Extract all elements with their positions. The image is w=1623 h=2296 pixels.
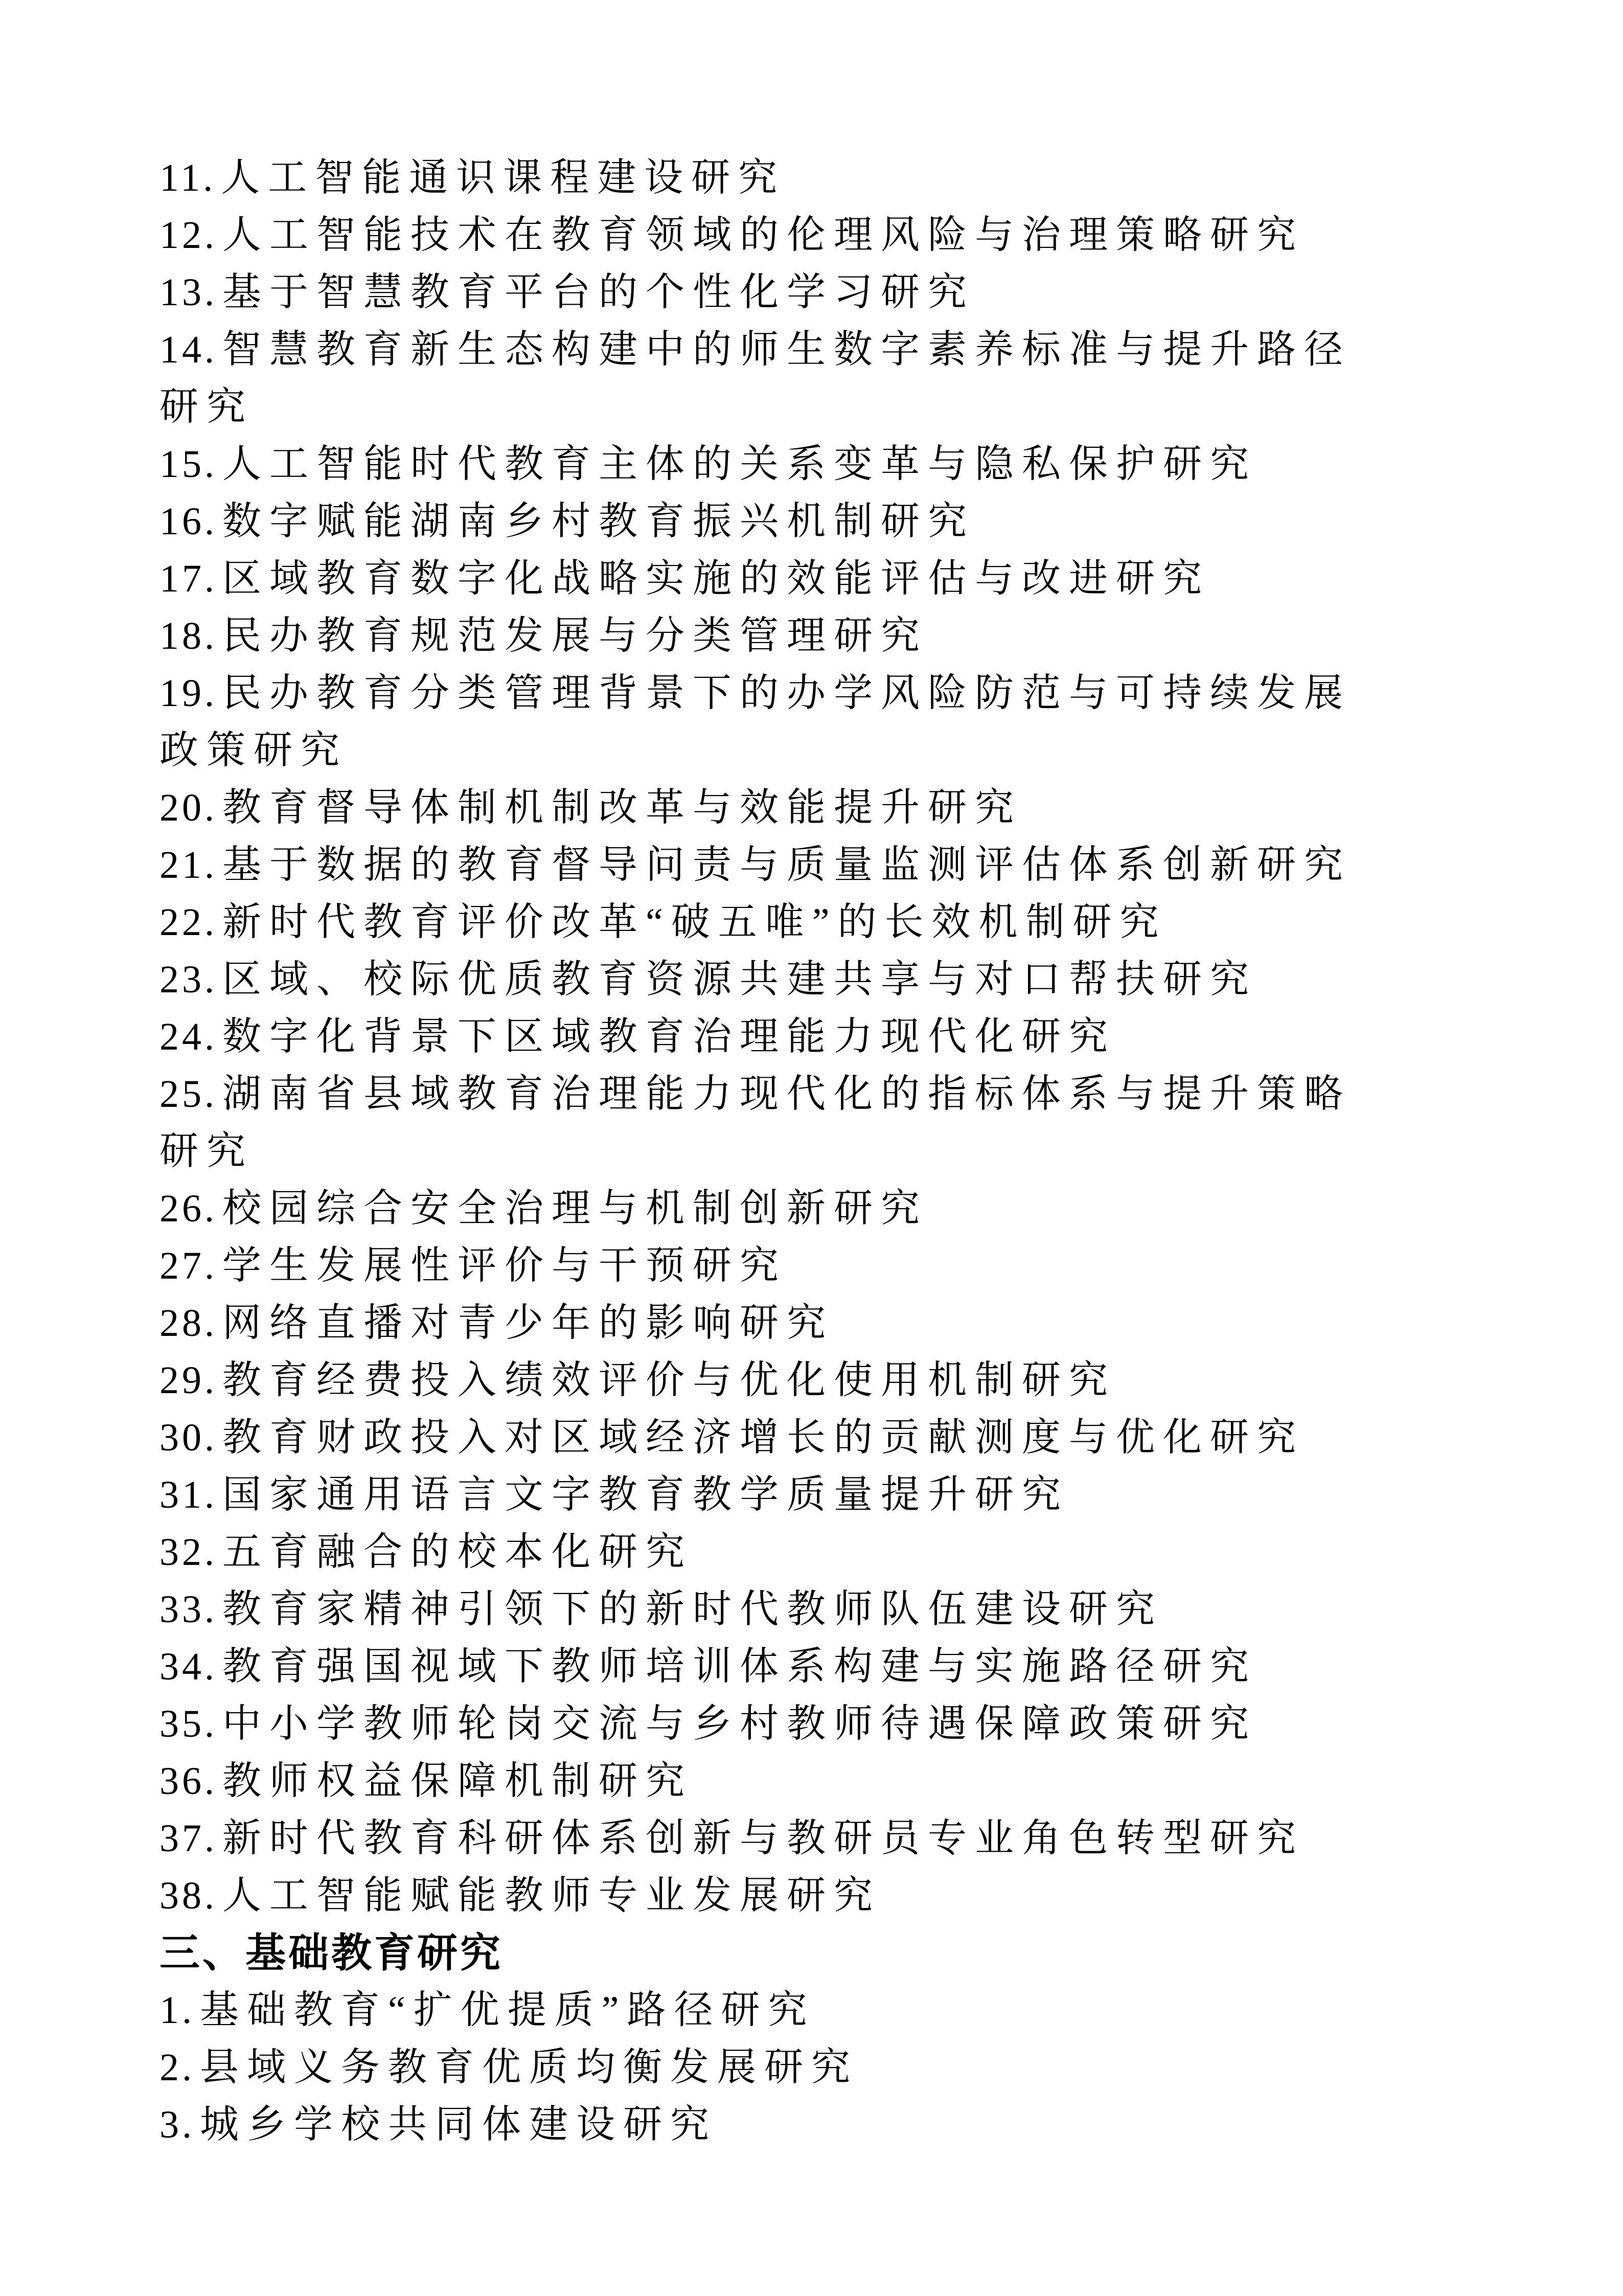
numbered-topic-list <box>159 149 1499 1924</box>
list-item <box>159 1466 1499 1524</box>
item-number: 19. <box>159 672 217 715</box>
item-number: 17. <box>159 557 217 600</box>
item-text: 校园综合安全治理与机制创新研究 <box>222 1187 928 1230</box>
item-number: 34. <box>159 1645 217 1688</box>
list-item-line <box>159 1352 1499 1409</box>
item-number: 20. <box>159 786 217 829</box>
item-number: 28. <box>159 1302 217 1345</box>
item-number: 36. <box>159 1760 217 1803</box>
list-item <box>159 951 1499 1008</box>
item-text: 五育融合的校本化研究 <box>222 1531 693 1574</box>
item-number: 1. <box>159 1989 195 2032</box>
list-item-line <box>159 321 1499 378</box>
item-text: 教育督导体制机制改革与效能提升研究 <box>222 786 1022 829</box>
list-item-line <box>159 207 1499 264</box>
list-item <box>159 1753 1499 1810</box>
item-number: 31. <box>159 1473 217 1516</box>
list-item-line <box>159 1810 1499 1867</box>
item-number: 24. <box>159 1015 217 1058</box>
item-text: 人工智能赋能教师专业发展研究 <box>222 1874 881 1917</box>
item-text: 城乡学校共同体建设研究 <box>200 2103 717 2146</box>
list-item-line <box>159 149 1499 207</box>
item-number: 25. <box>159 1073 217 1116</box>
item-text: 研究 <box>159 1130 254 1173</box>
basic-education-topic-list <box>159 1982 1499 2153</box>
list-item <box>159 1524 1499 1581</box>
list-item-line <box>159 665 1499 722</box>
item-text: 中小学教师轮岗交流与乡村教师待遇保障政策研究 <box>222 1702 1257 1745</box>
item-text: 新时代教育科研体系创新与教研员专业角色转型研究 <box>222 1817 1304 1860</box>
list-item-line <box>159 1638 1499 1695</box>
list-item <box>159 149 1499 207</box>
list-item <box>159 207 1499 264</box>
item-number: 35. <box>159 1702 217 1745</box>
item-number: 11. <box>159 156 216 199</box>
list-item-line <box>159 2096 1499 2153</box>
list-item <box>159 607 1499 665</box>
list-item <box>159 1810 1499 1867</box>
item-number: 18. <box>159 615 217 657</box>
item-number: 33. <box>159 1588 217 1631</box>
list-item-line <box>159 1409 1499 1466</box>
item-number: 37. <box>159 1817 217 1860</box>
list-item-line <box>159 1867 1499 1924</box>
list-item <box>159 1867 1499 1924</box>
list-item-line <box>159 264 1499 321</box>
item-text: 人工智能时代教育主体的关系变革与隐私保护研究 <box>222 443 1257 486</box>
item-number: 15. <box>159 443 217 486</box>
item-number: 2. <box>159 2046 195 2089</box>
item-text: 湖南省县域教育治理能力现代化的指标体系与提升策略 <box>222 1073 1351 1116</box>
list-item-line <box>159 493 1499 550</box>
item-text: 基于智慧教育平台的个性化学习研究 <box>222 271 975 314</box>
list-item <box>159 1008 1499 1065</box>
item-number: 38. <box>159 1874 217 1917</box>
list-item <box>159 1638 1499 1695</box>
list-item <box>159 836 1499 894</box>
list-item <box>159 264 1499 321</box>
list-item <box>159 550 1499 607</box>
item-number: 21. <box>159 844 217 886</box>
list-item <box>159 1581 1499 1638</box>
item-text: 网络直播对青少年的影响研究 <box>222 1302 834 1345</box>
section-heading-basic-education: 三、基础教育研究 <box>159 1930 503 1975</box>
list-item <box>159 2096 1499 2153</box>
list-item-line <box>159 1982 1499 2039</box>
list-item <box>159 1352 1499 1409</box>
list-item <box>159 321 1499 436</box>
list-item <box>159 1695 1499 1753</box>
document-content <box>159 149 1499 2153</box>
list-item <box>159 493 1499 550</box>
list-item-line <box>159 436 1499 493</box>
item-text: 县域义务教育优质均衡发展研究 <box>200 2046 858 2089</box>
item-number: 13. <box>159 271 217 314</box>
item-text: 基础教育“扩优提质”路径研究 <box>200 1989 815 2032</box>
item-number: 3. <box>159 2103 195 2146</box>
item-text: 国家通用语言文字教育教学质量提升研究 <box>222 1473 1069 1516</box>
item-text: 人工智能技术在教育领域的伦理风险与治理策略研究 <box>222 214 1304 257</box>
item-number: 32. <box>159 1531 217 1574</box>
item-text: 区域教育数字化战略实施的效能评估与改进研究 <box>222 557 1210 600</box>
list-item <box>159 779 1499 836</box>
list-item-line <box>159 1294 1499 1352</box>
item-number: 12. <box>159 214 217 257</box>
list-item-wrapped-line <box>159 378 1499 436</box>
item-text: 新时代教育评价改革“破五唯”的长效机制研究 <box>222 901 1167 944</box>
list-item-line <box>159 2039 1499 2096</box>
list-item <box>159 436 1499 493</box>
item-text: 教育经费投入绩效评价与优化使用机制研究 <box>222 1359 1116 1402</box>
item-text: 教育财政投入对区域经济增长的贡献测度与优化研究 <box>222 1416 1304 1459</box>
item-number: 22. <box>159 901 217 944</box>
item-text: 区域、校际优质教育资源共建共享与对口帮扶研究 <box>222 958 1257 1001</box>
item-text: 教师权益保障机制研究 <box>222 1760 693 1803</box>
list-item <box>159 1409 1499 1466</box>
list-item-line <box>159 1466 1499 1524</box>
list-item <box>159 1237 1499 1294</box>
item-text: 研究 <box>159 385 254 428</box>
item-text: 民办教育规范发展与分类管理研究 <box>222 615 928 657</box>
list-item-line <box>159 550 1499 607</box>
list-item <box>159 1065 1499 1180</box>
list-item-line <box>159 1237 1499 1294</box>
item-text: 基于数据的教育督导问责与质量监测评估体系创新研究 <box>222 844 1351 886</box>
item-number: 16. <box>159 500 217 543</box>
item-number: 26. <box>159 1187 217 1230</box>
list-item-line <box>159 951 1499 1008</box>
list-item-line <box>159 836 1499 894</box>
list-item <box>159 665 1499 779</box>
list-item-line <box>159 1008 1499 1065</box>
list-item-line <box>159 779 1499 836</box>
list-item-line <box>159 1524 1499 1581</box>
list-item-line <box>159 607 1499 665</box>
list-item-wrapped-line <box>159 722 1499 779</box>
list-item-line <box>159 1695 1499 1753</box>
item-text: 教育家精神引领下的新时代教师队伍建设研究 <box>222 1588 1163 1631</box>
list-item <box>159 1180 1499 1237</box>
list-item-wrapped-line <box>159 1123 1499 1180</box>
item-number: 23. <box>159 958 217 1001</box>
list-item <box>159 894 1499 951</box>
list-item <box>159 2039 1499 2096</box>
item-text: 民办教育分类管理背景下的办学风险防范与可持续发展 <box>222 672 1351 715</box>
item-text: 政策研究 <box>159 729 348 772</box>
item-text: 智慧教育新生态构建中的师生数字素养标准与提升路径 <box>222 328 1351 371</box>
item-text: 学生发展性评价与干预研究 <box>222 1244 787 1287</box>
item-text: 教育强国视域下教师培训体系构建与实施路径研究 <box>222 1645 1257 1688</box>
list-item <box>159 1982 1499 2039</box>
item-text: 数字化背景下区域教育治理能力现代化研究 <box>222 1015 1116 1058</box>
item-text: 数字赋能湖南乡村教育振兴机制研究 <box>222 500 975 543</box>
list-item-line <box>159 1065 1499 1123</box>
list-item-line <box>159 1581 1499 1638</box>
item-number: 14. <box>159 328 217 371</box>
item-number: 29. <box>159 1359 217 1402</box>
item-number: 30. <box>159 1416 217 1459</box>
list-item <box>159 1294 1499 1352</box>
list-item-line <box>159 1180 1499 1237</box>
item-text: 人工智能通识课程建设研究 <box>221 156 786 199</box>
list-item-line <box>159 1753 1499 1810</box>
item-number: 27. <box>159 1244 217 1287</box>
list-item-line <box>159 894 1499 951</box>
